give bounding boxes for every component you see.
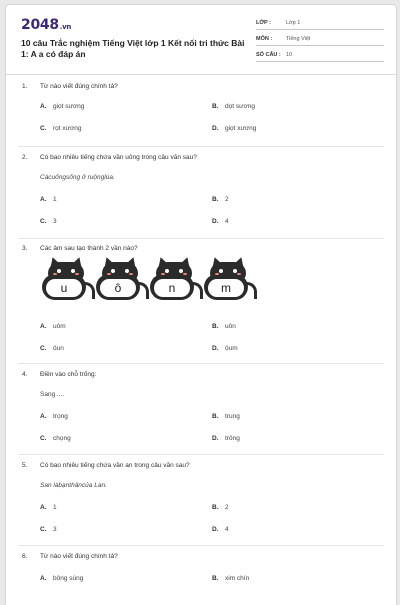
option-b[interactable]: B. dọt sương — [212, 103, 255, 110]
cat-letter: u — [46, 279, 82, 297]
cat-letter: m — [208, 279, 244, 297]
question-sentence: Càcuốngsống ở ruộnglúa. — [40, 174, 115, 181]
option-b[interactable]: B. 2 — [212, 196, 229, 203]
header-divider — [6, 74, 396, 75]
option-a[interactable]: A. 1 — [40, 196, 57, 203]
question-stem: 2. Có bao nhiêu tiếng chứa vần uông trong câu văn sau? — [22, 154, 197, 161]
question-stem: 4. Điền vào chỗ trống: — [22, 371, 97, 378]
option-d[interactable]: D. ôum — [212, 345, 238, 352]
worksheet-meta — [256, 16, 384, 64]
meta-row-count — [256, 48, 384, 62]
cat-card — [148, 260, 200, 306]
worksheet-title: 10 câu Trắc nghiệm Tiếng Việt lớp 1 Kết nối tri thức Bài 1: A a có đáp án — [21, 38, 245, 59]
option-b[interactable]: B. 2 — [212, 504, 229, 511]
meta-value: Tiếng Việt — [286, 35, 311, 42]
meta-key: MÔN : — [256, 35, 273, 42]
option-d[interactable]: D. trông — [212, 435, 240, 442]
question-sentence: San làbạnthâncủa Lan. — [40, 482, 107, 489]
option-c[interactable]: C. rọt xương — [40, 125, 82, 132]
meta-value: Lớp 1 — [286, 19, 301, 26]
option-d[interactable]: D. 4 — [212, 218, 229, 225]
option-c[interactable]: C. 3 — [40, 526, 57, 533]
cat-card — [202, 260, 254, 306]
option-a[interactable]: A. bông súng — [40, 575, 84, 582]
option-d[interactable]: D. giọt xương — [212, 125, 257, 132]
meta-row-subject — [256, 32, 384, 46]
question-divider — [18, 454, 384, 455]
meta-value: 10 — [286, 51, 293, 58]
option-d[interactable]: D. 4 — [212, 526, 229, 533]
question-stem: 3. Các âm sau tạo thành 2 vần nào? — [22, 245, 138, 252]
option-b[interactable]: B. trung — [212, 413, 240, 420]
question-stem: 6. Từ nào viết đúng chính tả? — [22, 553, 118, 560]
option-c[interactable]: C. ôun — [40, 345, 64, 352]
cat-letter-cards — [40, 260, 280, 306]
question-divider — [18, 545, 384, 546]
option-c[interactable]: C. chọng — [40, 435, 71, 442]
cat-letter: ô — [100, 279, 136, 297]
meta-row-grade — [256, 16, 384, 30]
option-a[interactable]: A. giọt sương — [40, 103, 85, 110]
question-divider — [18, 363, 384, 364]
question-sentence: Sang .... — [40, 391, 65, 398]
option-c[interactable]: C. 3 — [40, 218, 57, 225]
option-a[interactable]: A. uôm — [40, 323, 66, 330]
cat-letter: n — [154, 279, 190, 297]
site-logo[interactable]: 2048.vn — [21, 17, 72, 33]
cat-card — [94, 260, 146, 306]
worksheet-header — [6, 5, 396, 71]
question-stem: 1. Từ nào viết đúng chính tả? — [22, 83, 118, 90]
option-b[interactable]: B. xim chín — [212, 575, 250, 582]
option-a[interactable]: A. 1 — [40, 504, 57, 511]
cat-card — [40, 260, 92, 306]
question-divider — [18, 238, 384, 239]
question-divider — [18, 146, 384, 147]
option-a[interactable]: A. trọng — [40, 413, 68, 420]
option-b[interactable]: B. uôn — [212, 323, 236, 330]
question-stem: 5. Có bao nhiêu tiếng chứa vần an trong câu văn sau? — [22, 462, 190, 469]
meta-key: LỚP : — [256, 19, 271, 26]
worksheet — [5, 4, 397, 605]
meta-key: SỐ CÂU : — [256, 51, 281, 58]
